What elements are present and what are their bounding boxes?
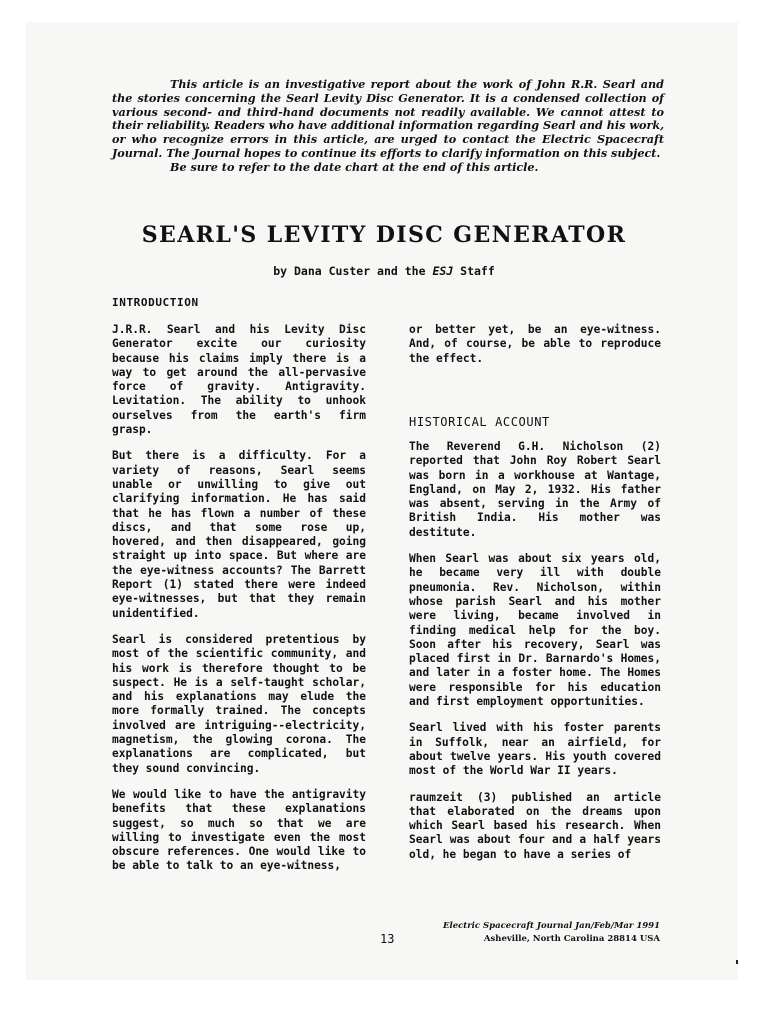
section-heading-historical-account: HISTORICAL ACCOUNT [409,415,550,429]
article-title: SEARL'S LEVITY DISC GENERATOR [141,222,627,248]
scan-speck [736,960,738,964]
paragraph: We would like to have the antigravity benefits that these explanations suggest, so much so that we are willing to investigate even the most obscure references. One would like to be able to talk to an eye-witness, [112,787,366,873]
byline [0,264,768,278]
footer-address: Asheville, North Carolina 28814 USA [483,934,660,944]
paragraph: When Searl was about six years old, he became very ill with double pneumonia. Rev. Nicholson, within whose parish Searl and his mother were living, became involved in finding medical help for the boy. Soon after his recovery, Searl was placed first in Dr. Barnardo's Homes, and later in a foster home. The Homes were responsible for his education and first employment opportunities. [409,552,661,709]
right-column [409,440,661,874]
editorial-note-reminder: Be sure to refer to the date chart at the end of this article. [170,159,539,174]
section-heading-introduction: INTRODUCTION [112,296,199,309]
byline-suffix: Staff [453,264,495,278]
editorial-note-paragraph: This article is an investigative report about the work of John R.R. Searl and the stories concerning the Searl Levity Disc Generator. It is a condensed collection of various second- and third-hand documents not readily available. We cannot attest to their reliability. Readers who have additional information regarding Searl and his work, or who recognize errors in this article, are urged to contact the Electric Spacecraft Journal. The Journal hopes to continue its efforts to clarify information on this subject. [112,77,664,160]
page-number: 13 [380,932,395,946]
right-column-continuation [409,323,661,378]
paragraph: J.R.R. Searl and his Levity Disc Generator excite our curiosity because his claims imply there is a way to get around the all-pervasive force of gravity. Antigravity. Levitation. The ability to unhook ourselves from the earth's firm grasp. [112,323,366,437]
left-column [112,323,366,886]
byline-prefix: by Dana Custer and the [273,264,433,278]
paragraph: Searl is considered pretentious by most of the scientific community, and his work is therefore thought to be suspect. He is a self-taught scholar, and his explanations may elude the more formally trained. The concepts involved are intriguing--electricity, magnetism, the glowing corona. The explanations are complicated, but they sound convincing. [112,632,366,775]
paragraph: raumzeit (3) published an article that elaborated on the dreams upon which Searl based his research. When Searl was about four and a half years old, he began to have a series of [409,790,661,861]
paragraph: Searl lived with his foster parents in Suffolk, near an airfield, for about twelve years. His youth covered most of the World War II years. [409,721,661,778]
byline-journal: ESJ [432,264,454,278]
paragraph: But there is a difficulty. For a variety of reasons, Searl seems unable or unwilling to give out clarifying information. He has said that he has flown a number of these discs, and that some rose up, hovered, and then disappeared, going straight up into space. But where are the eye-witness accounts? The Barrett Report (1) stated there were indeed eye-witnesses, but that they remain unidentified. [112,449,366,620]
paragraph: or better yet, be an eye-witness. And, of course, be able to reproduce the effect. [409,323,661,365]
footer-journal-citation: Electric Spacecraft Journal Jan/Feb/Mar 1991 [442,921,660,931]
editorial-note [112,78,664,175]
paragraph: The Reverend G.H. Nicholson (2) reported that John Roy Robert Searl was born in a workhouse at Wantage, England, on May 2, 1932. His father was absent, serving in the Army of British India. His mother was destitute. [409,440,661,539]
